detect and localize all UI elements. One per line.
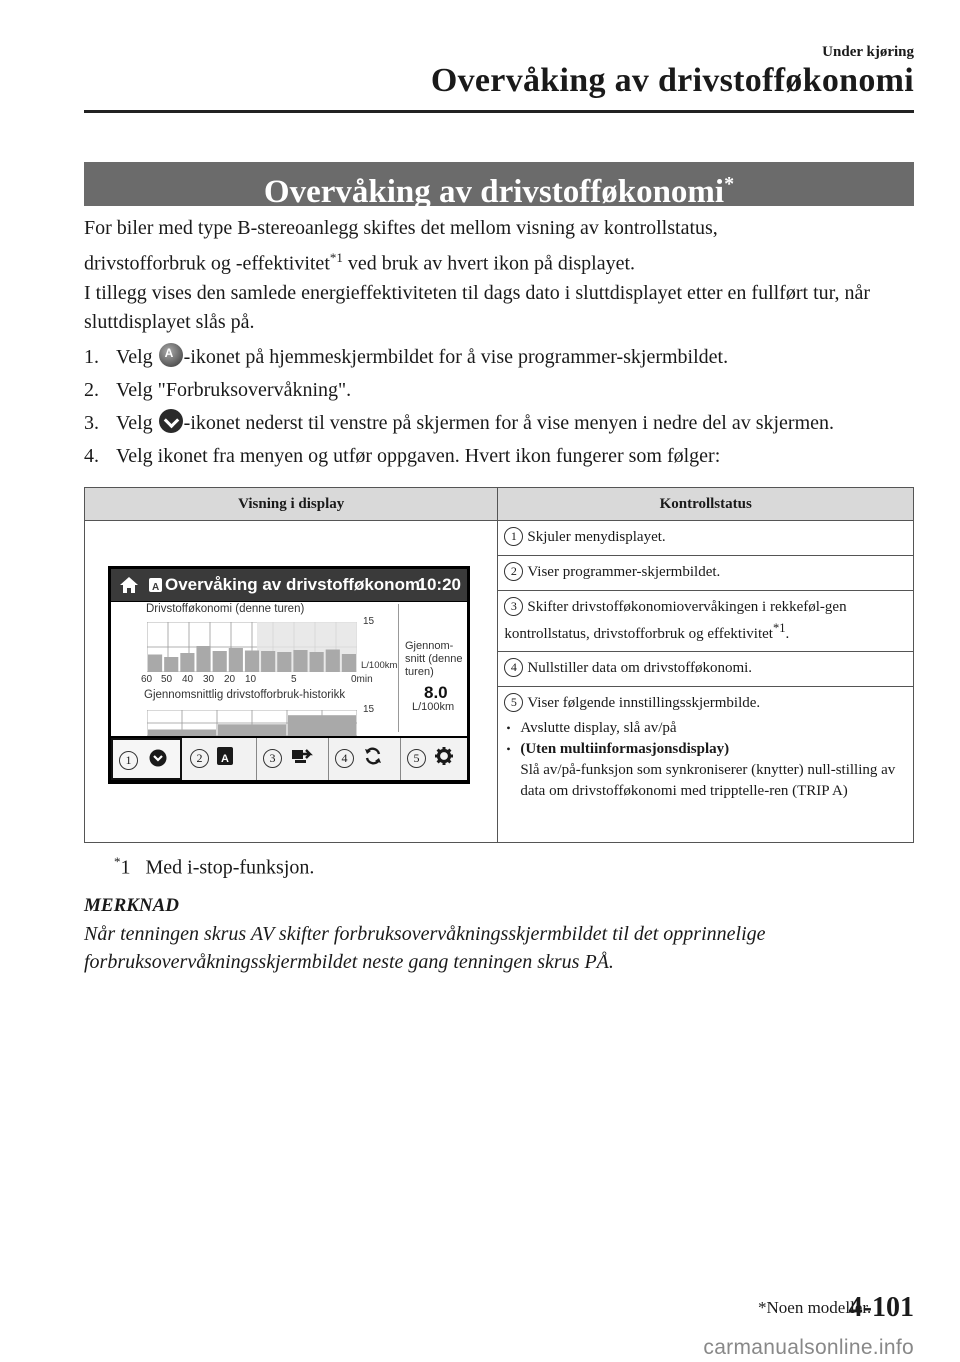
step-num: 3. [84,411,99,434]
section-banner [84,162,914,210]
chart-bar [326,650,340,673]
current-trip-label: Drivstofføkonomi (denne turen) [146,603,305,615]
x-tick-label: 40 [182,674,194,685]
switch-view-icon [291,747,313,765]
row-text: Viser programmer-skjermbildet. [527,564,721,580]
x-tick-label: 50 [161,674,173,685]
chart-bar [148,655,162,673]
screen-menu [111,738,467,780]
chart-bar [277,652,291,672]
note-text: Når tenningen skrus AV skifter forbruksovervåkningsskjermbildet til det opprinnelige forbruksovervåkningsskjermbildet neste gang tenningen skrus PÅ. [84,923,766,973]
chart-bar [245,651,259,673]
x-axis-ticks [141,674,381,686]
average-unit: L/100km [412,701,455,713]
app-icon [159,343,183,367]
chart-divider [398,604,399,732]
col-header-status: Kontrollstatus [498,488,914,521]
menu-number: 2 [190,749,209,768]
screen-main [111,602,467,736]
list-item [520,739,907,802]
chart-bar [342,654,356,672]
step-pre: Velg [116,345,158,368]
x-tick-label: 0min [351,674,373,685]
step-4 [84,442,914,471]
home-icon[interactable] [119,576,139,594]
step-post: -ikonet nederst til venstre på skjermen for å vise menyen i nedre del av skjermen. [183,411,835,434]
chart-bar [164,657,178,672]
step-num: 2. [84,378,99,401]
row-number: 3 [504,597,523,616]
table-row [498,556,914,591]
x-tick-label: 30 [203,674,215,685]
app-icon [216,746,234,766]
step-post: -ikonet på hjemmeskjermbildet for å vise programmer-skjermbildet. [183,345,729,368]
average-value: 8.0 [424,683,448,702]
intro-p1a: For biler med type B-stereoanlegg skiftes det mellom visning av kontrollstatus, [84,217,718,239]
menu-item-apps[interactable] [184,738,255,780]
note-heading: MERKNAD [84,895,180,916]
screen-title: Overvåking av drivstofføkonomi [165,575,425,594]
menu-number: 3 [263,749,282,768]
x-tick-label: 10 [245,674,257,685]
page-header-title: Overvåking av drivstofføkonomi [430,62,914,99]
table-row [498,687,914,843]
row-text: Skjuler menydisplayet. [527,529,666,545]
chart-bar [288,715,356,736]
section-label: Under kjøring [822,44,914,60]
step-num: 4. [84,444,99,467]
chart-bar [293,650,307,672]
display-screenshot [108,566,470,784]
models-note: *Noen modeller. [758,1298,872,1317]
header-rule [84,110,914,113]
chart-bar [310,652,324,672]
chart-bar [218,724,286,736]
footnote-ref: *1 [329,250,343,265]
footnote [114,854,314,880]
menu-number: 4 [335,749,354,768]
table-row [498,591,914,652]
table-row [498,521,914,556]
chart-bar [180,653,194,672]
page-number: 4-101 [848,1292,914,1323]
step-num: 1. [84,345,99,368]
unit-label: L/100km [361,660,398,671]
row-text: Viser følgende innstillingsskjermbilde. [527,695,761,711]
step-text: Velg "Forbruksovervåkning". [116,378,352,401]
intro-p2: I tillegg vises den samlede energieffektiviteten til dags dato i sluttdisplayet etter en fullført tur, når sluttdisplayet slås på. [84,281,871,333]
chevron-down-icon [149,749,167,767]
row-number: 5 [504,693,523,712]
svg-text:A: A [221,753,229,765]
intro-p1b: drivstofforbruk og -effektivitet [84,252,330,275]
step-1 [84,343,914,372]
list-item-text: Slå av/på-funksjon som synkroniserer (knytter) null-stilling av data om drivstofføkonomi med tripptelle-ren (TRIP A) [520,762,896,799]
table-row [498,652,914,687]
list-item: • Avslutte display, slå av/på [520,718,907,739]
steps-list [84,343,914,471]
screen-time: 10:20 [417,575,461,594]
x-tick-label: 20 [224,674,236,685]
menu-item-settings[interactable] [400,738,468,780]
history-label: Gjennomsnittlig drivstofforbruk-historikk [144,689,346,701]
footnote-mark: * [114,854,121,869]
menu-item-switch[interactable] [256,738,328,780]
step-text: Velg ikonet fra menyen og utfør oppgaven. Hvert ikon fungerer som følger: [116,444,721,467]
svg-text:A: A [152,582,160,593]
chart-bar [213,651,227,672]
row-number: 2 [504,562,523,581]
current-trip-chart [147,622,357,672]
menu-item-hide[interactable] [111,738,182,780]
chart-bar [261,651,275,672]
app-icon [148,577,163,593]
history-y-max: 15 [363,704,375,715]
chart-bar [148,730,216,737]
screen-title-bar [111,569,467,601]
intro-p1c: ved bruk av hvert ikon på displayet. [342,252,636,275]
step-pre: Velg [116,411,158,434]
average-label: Gjennom- snitt (denne turen) [405,640,463,678]
row-text: Skifter drivstofføkonomiovervåkingen i rekkeføl-gen kontrollstatus, drivstofforbruk og effektivitet [504,599,847,642]
row-number: 4 [504,658,523,677]
banner-title: Overvåking av drivstofføkonomi [263,174,725,210]
chevron-down-icon [159,409,183,433]
step-3 [84,409,914,438]
x-tick-label: 5 [291,674,297,685]
footnote-ref: *1 [772,621,786,635]
menu-number: 5 [407,749,426,768]
settings-list [504,718,907,802]
list-item-bold: (Uten multiinformasjonsdisplay) [520,741,730,757]
history-chart [147,710,357,736]
menu-item-reset[interactable] [328,738,400,780]
footnote-text: 1 Med i-stop-funksjon. [120,856,315,879]
chart-bar [196,646,210,672]
row-number: 1 [504,527,523,546]
watermark: carmanualsonline.info [703,1336,914,1359]
y-max-label: 15 [363,616,375,627]
intro-p1 [84,214,914,279]
step-2 [84,376,914,405]
intro-text [84,214,914,475]
col-header-display: Visning i display [85,488,498,521]
chart-bar [229,648,243,672]
x-tick-label: 60 [141,674,153,685]
gear-icon [434,746,454,766]
banner-mark: * [724,173,735,195]
row-tail: . [785,626,790,642]
menu-number: 1 [119,751,138,770]
reset-icon [363,746,383,766]
row-text: Nullstiller data om drivstofføkonomi. [527,660,753,676]
